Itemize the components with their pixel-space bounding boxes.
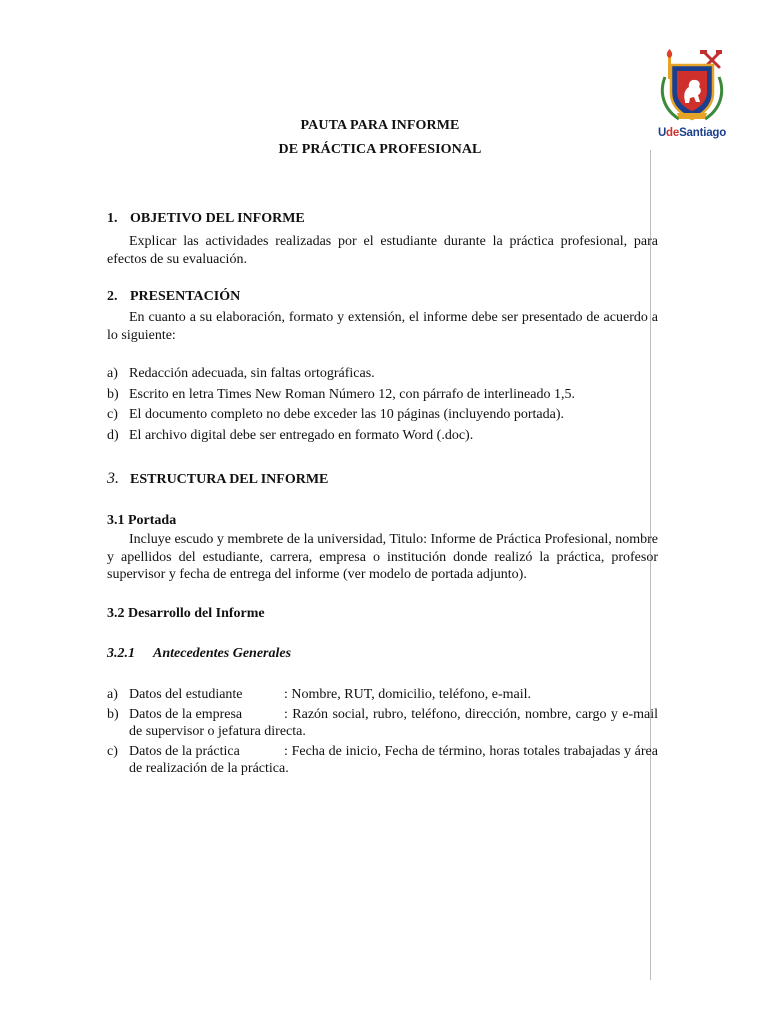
section-number: 3.: [107, 470, 119, 487]
university-logo: [655, 47, 729, 143]
list-item: c) El documento completo no debe exceder las 10 páginas (incluyendo portada).: [107, 407, 565, 422]
list-item: c) Datos de la práctica : Fecha de inicio, Fecha de término, horas totales trabajadas y área de realización de la práctica.: [107, 743, 658, 776]
list-item: a) Datos del estudiante : Nombre, RUT, domicilio, teléfono, e-mail.: [107, 687, 532, 702]
section-title: PRESENTACIÓN: [130, 289, 241, 304]
university-crest-icon: [655, 47, 729, 127]
section-heading-estructura: [107, 470, 328, 488]
section-heading-presentacion: [107, 289, 240, 305]
list-item: d) El archivo digital debe ser entregado en formato Word (.doc).: [107, 427, 474, 443]
list-item: b) Datos de la empresa : Razón social, rubro, teléfono, dirección, nombre, cargo y e-mail de supervisor o jefatura directa.: [107, 706, 658, 739]
section-number: 2.: [107, 289, 118, 304]
antecedentes-list: [107, 686, 658, 780]
list-item: a) Redacción adecuada, sin faltas ortográficas.: [107, 366, 375, 381]
subsection-heading-portada: 3.1 Portada: [107, 513, 177, 528]
university-name-logo-text: UdeSantiago: [657, 127, 727, 139]
document-title-line-2: DE PRÁCTICA PROFESIONAL: [278, 142, 482, 157]
section-body-objetivo: Explicar las actividades realizadas por el estudiante durante la práctica profesional, para efectos de su evaluación.: [107, 234, 658, 267]
presentation-requirements-list: [107, 365, 658, 447]
subsection-body-portada: Incluye escudo y membrete de la universidad, Titulo: Informe de Práctica Profesional, nombre y apellidos del estudiante, carrera, empresa o institución donde realizó la práctica, profesor supervisor y fecha de entrega del informe (ver modelo de portada adjunto).: [107, 532, 658, 582]
section-title: OBJETIVO DEL INFORME: [130, 211, 305, 226]
section-title: ESTRUCTURA DEL INFORME: [130, 472, 329, 487]
subsection-heading-desarrollo: 3.2 Desarrollo del Informe: [107, 606, 265, 621]
section-number: 1.: [107, 211, 118, 226]
section-heading-objetivo: [107, 211, 305, 227]
subsection-heading-antecedentes: 3.2.1 Antecedentes Generales: [107, 646, 292, 661]
list-item: b) Escrito en letra Times New Roman Número 12, con párrafo de interlineado 1,5.: [107, 386, 575, 402]
section-body-presentacion: En cuanto a su elaboración, formato y extensión, el informe debe ser presentado de acuerdo a lo siguiente:: [107, 310, 658, 343]
document-title-line-1: PAUTA PARA INFORME: [300, 118, 460, 133]
